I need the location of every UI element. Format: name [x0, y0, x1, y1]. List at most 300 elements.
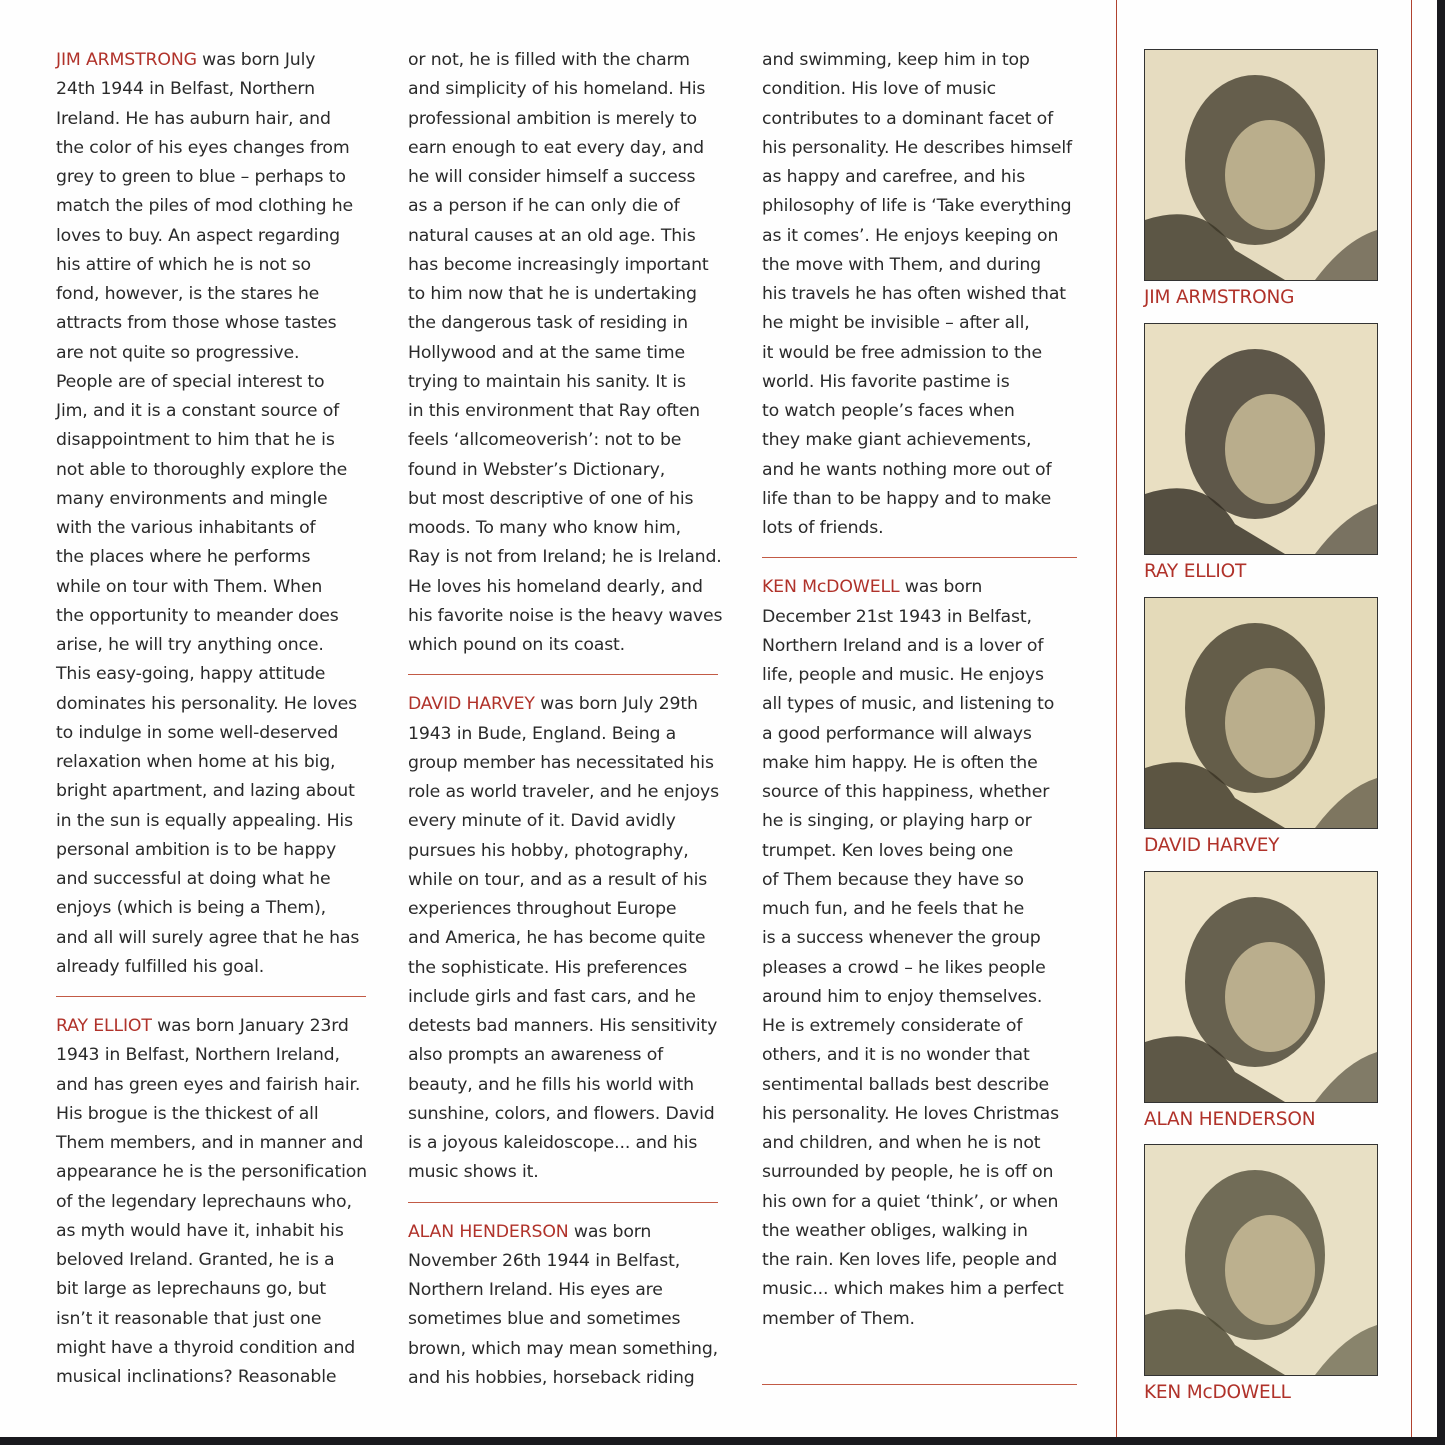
line-text: arise, he will try anything once.: [56, 635, 324, 655]
line-text: or not, he is filled with the charm: [408, 50, 690, 70]
line-text: and simplicity of his homeland. His: [408, 79, 706, 100]
text-line: [408, 1276, 718, 1305]
text-line: [762, 1012, 1077, 1041]
portrait-card: [1144, 323, 1378, 582]
text-line: [762, 280, 1077, 309]
bio-paragraph: [762, 573, 1077, 1334]
line-text: he might be invisible – after all,: [762, 313, 1030, 334]
line-text: with the various inhabitants of: [56, 518, 316, 538]
line-text: while on tour, and as a result of his: [408, 869, 708, 890]
line-text: but most descriptive of one of his: [408, 488, 694, 509]
text-line: [762, 105, 1077, 134]
line-text: fond, however, is the stares he: [56, 284, 320, 304]
text-line: [56, 105, 366, 134]
text-line: [408, 573, 718, 602]
text-line: [56, 426, 366, 455]
text-line: [56, 1305, 366, 1334]
text-line: [56, 836, 366, 865]
text-line: [56, 1217, 366, 1246]
text-line: [56, 690, 366, 719]
line-text: is a joyous kaleidoscope... and his: [408, 1133, 698, 1153]
line-text: his personality. He loves Christmas: [762, 1103, 1059, 1124]
portrait-photo: [1144, 597, 1378, 829]
text-line: [408, 46, 718, 75]
line-text: natural causes at an old age. This: [408, 225, 696, 246]
section-divider: [56, 996, 366, 997]
text-line: [762, 134, 1077, 163]
line-text: make him happy. He is often the: [762, 752, 1038, 773]
line-text: His brogue is the thickest of all: [56, 1103, 319, 1124]
text-line: [408, 720, 718, 749]
line-text: was born: [568, 1221, 652, 1242]
line-text: his personality. He describes himself: [762, 137, 1072, 158]
text-column-3: [762, 46, 1077, 1400]
text-line: [408, 75, 718, 104]
line-text: December 21st 1943 in Belfast,: [762, 606, 1032, 627]
text-line: [56, 1246, 366, 1275]
line-text: and America, he has become quite: [408, 928, 706, 949]
text-line: [408, 924, 718, 953]
line-text: lots of friends.: [762, 518, 884, 538]
portrait-caption: JIM ARMSTRONG: [1144, 287, 1295, 308]
bio-paragraph: [408, 46, 723, 660]
line-text: relaxation when home at his big,: [56, 752, 336, 772]
text-line: [762, 1158, 1077, 1187]
text-column-1: [56, 46, 366, 1392]
text-line: [762, 251, 1077, 280]
text-line: [762, 75, 1077, 104]
text-line: [408, 1129, 718, 1158]
line-text: life than to be happy and to make: [762, 488, 1052, 509]
line-text: contributes to a dominant facet of: [762, 108, 1054, 129]
section-divider: [762, 557, 1077, 558]
line-text: Northern Ireland and is a lover of: [762, 635, 1044, 656]
line-text: sometimes blue and sometimes: [408, 1309, 681, 1330]
text-line: [762, 368, 1077, 397]
line-text: his own for a quiet ‘think’, or when: [762, 1191, 1059, 1212]
line-text: while on tour with Them. When: [56, 576, 323, 597]
text-line: [56, 397, 366, 426]
text-line: [408, 280, 718, 309]
text-line: [762, 1305, 1077, 1334]
text-line: [56, 573, 366, 602]
text-line: [762, 778, 1077, 807]
text-line: [762, 690, 1077, 719]
text-line: [408, 192, 718, 221]
line-text: also prompts an awareness of: [408, 1045, 664, 1066]
line-text: personal ambition is to be happy: [56, 839, 337, 860]
text-line: [408, 1100, 718, 1129]
line-text: the color of his eyes changes from: [56, 137, 350, 158]
line-text: beauty, and he fills his world with: [408, 1074, 694, 1095]
line-text: in the sun is equally appealing. His: [56, 810, 353, 831]
section-divider: [408, 674, 718, 675]
text-line: [56, 660, 366, 689]
portrait-caption: ALAN HENDERSON: [1144, 1109, 1316, 1130]
line-text: and he wants nothing more out of: [762, 459, 1052, 480]
text-line: [408, 339, 718, 368]
text-line: [56, 1129, 366, 1158]
line-text: and has green eyes and fairish hair.: [56, 1074, 361, 1095]
text-line: [408, 983, 718, 1012]
line-text: in this environment that Ray often: [408, 401, 700, 421]
line-text: which pound on its coast.: [408, 635, 626, 655]
text-line: [56, 1041, 366, 1070]
text-line: [56, 339, 366, 368]
text-line: [762, 837, 1077, 866]
line-text: pursues his hobby, photography,: [408, 840, 689, 861]
text-line: [56, 1012, 366, 1041]
text-line: [408, 602, 723, 631]
line-text: and all will surely agree that he has: [56, 927, 360, 948]
line-text: he is singing, or playing harp or: [762, 811, 1032, 832]
line-text: many environments and mingle: [56, 488, 328, 509]
text-line: [56, 309, 366, 338]
text-line: [408, 1218, 718, 1247]
line-text: Hollywood and at the same time: [408, 342, 685, 363]
text-line: [408, 105, 718, 134]
text-line: [56, 1158, 366, 1187]
portrait-photo: [1144, 1144, 1378, 1376]
line-text: philosophy of life is ‘Take everything: [762, 196, 1072, 217]
text-line: [56, 953, 366, 982]
text-line: [408, 309, 718, 338]
text-line: [762, 1041, 1077, 1070]
text-line: [56, 192, 366, 221]
line-text: and swimming, keep him in top: [762, 50, 1030, 70]
text-line: [762, 192, 1077, 221]
text-line: [408, 456, 718, 485]
text-line: [56, 134, 366, 163]
text-line: [56, 631, 366, 660]
text-line: [762, 1217, 1077, 1246]
line-text: the sophisticate. His preferences: [408, 957, 688, 978]
line-text: musical inclinations? Reasonable: [56, 1367, 337, 1387]
text-line: [408, 895, 718, 924]
text-line: [762, 983, 1077, 1012]
line-text: every minute of it. David avidly: [408, 811, 676, 832]
text-line: [762, 1129, 1077, 1158]
text-line: [408, 426, 718, 455]
text-line: [408, 1364, 718, 1393]
line-text: was born: [899, 577, 983, 598]
line-text: match the piles of mod clothing he: [56, 196, 354, 217]
text-line: [762, 456, 1077, 485]
member-name: DAVID HARVEY: [408, 694, 535, 715]
line-text: life, people and music. He enjoys: [762, 665, 1044, 685]
text-line: [408, 1041, 718, 1070]
portrait-caption: KEN McDOWELL: [1144, 1382, 1291, 1403]
line-text: to him now that he is undertaking: [408, 284, 697, 304]
text-line: [56, 1363, 366, 1392]
text-line: [762, 46, 1077, 75]
line-text: his favorite noise is the heavy waves: [408, 605, 723, 626]
sidebar-left-border: [1116, 0, 1117, 1437]
bio-paragraph: [408, 1218, 718, 1394]
line-text: has become increasingly important: [408, 254, 709, 275]
text-line: [762, 163, 1077, 192]
portrait-card: [1144, 597, 1378, 856]
text-line: [56, 602, 366, 631]
line-text: he will consider himself a success: [408, 167, 696, 187]
text-line: [56, 719, 366, 748]
text-line: [408, 1247, 718, 1276]
line-text: others, and it is no wonder that: [762, 1045, 1030, 1066]
text-line: [408, 485, 718, 514]
line-text: much fun, and he feels that he: [762, 899, 1025, 919]
member-name: ALAN HENDERSON: [408, 1221, 569, 1242]
line-text: Ireland. He has auburn hair, and: [56, 108, 331, 129]
line-text: People are of special interest to: [56, 371, 325, 392]
line-text: brown, which may mean something,: [408, 1338, 719, 1359]
line-text: professional ambition is merely to: [408, 108, 697, 129]
section-divider: [408, 1202, 718, 1203]
text-line: [408, 749, 718, 778]
text-line: [408, 222, 718, 251]
line-text: bright apartment, and lazing about: [56, 781, 355, 802]
line-text: music shows it.: [408, 1162, 539, 1183]
portrait-card: [1144, 871, 1378, 1130]
line-text: surrounded by people, he is off on: [762, 1162, 1054, 1183]
text-line: [56, 865, 366, 894]
line-text: bit large as leprechauns go, but: [56, 1279, 327, 1300]
line-text: are not quite so progressive.: [56, 342, 300, 363]
line-text: the rain. Ken loves life, people and: [762, 1250, 1058, 1270]
line-text: earn enough to eat every day, and: [408, 137, 704, 158]
text-line: [762, 309, 1077, 338]
line-text: was born July: [196, 50, 316, 70]
text-line: [762, 1100, 1077, 1129]
text-line: [56, 485, 366, 514]
text-line: [762, 1275, 1077, 1304]
member-name: KEN McDOWELL: [762, 577, 900, 598]
line-text: to watch people’s faces when: [762, 401, 1015, 421]
text-line: [56, 163, 366, 192]
text-line: [56, 75, 366, 104]
line-text: enjoys (which is being a Them),: [56, 898, 327, 919]
line-text: Northern Ireland. His eyes are: [408, 1280, 663, 1300]
text-line: [408, 514, 718, 543]
text-line: [762, 485, 1077, 514]
text-line: [56, 456, 366, 485]
line-text: not able to thoroughly explore the: [56, 459, 348, 480]
line-text: moods. To many who know him,: [408, 518, 681, 538]
text-line: [762, 924, 1077, 953]
text-line: [56, 807, 366, 836]
line-text: as a person if he can only die of: [408, 196, 680, 217]
text-line: [762, 895, 1077, 924]
sidebar-right-border: [1411, 0, 1412, 1437]
line-text: a good performance will always: [762, 723, 1032, 744]
line-text: it would be free admission to the: [762, 342, 1042, 363]
text-line: [762, 426, 1077, 455]
line-text: might have a thyroid condition and: [56, 1337, 356, 1358]
line-text: He loves his homeland dearly, and: [408, 576, 703, 597]
line-text: the places where he performs: [56, 547, 311, 568]
text-line: [408, 837, 718, 866]
text-line: [56, 46, 366, 75]
bio-paragraph: [56, 1012, 366, 1392]
text-line: [408, 1335, 718, 1364]
text-line: [56, 514, 366, 543]
text-line: [56, 222, 366, 251]
line-text: source of this happiness, whether: [762, 782, 1050, 802]
text-line: [56, 1334, 366, 1363]
line-text: is a success whenever the group: [762, 928, 1041, 949]
portrait-caption: RAY ELLIOT: [1144, 561, 1247, 582]
line-text: Them members, and in manner and: [56, 1133, 364, 1153]
text-line: [762, 866, 1077, 895]
line-text: isn’t it reasonable that just one: [56, 1308, 322, 1329]
text-line: [408, 866, 718, 895]
text-line: [762, 573, 1077, 602]
text-line: [56, 777, 366, 806]
portrait-card: [1144, 49, 1378, 308]
text-line: [762, 603, 1077, 632]
text-line: [762, 222, 1077, 251]
line-text: world. His favorite pastime is: [762, 371, 1010, 392]
text-line: [408, 1012, 718, 1041]
member-name: JIM ARMSTRONG: [56, 50, 197, 70]
text-line: [762, 1246, 1077, 1275]
portrait-photo: [1144, 49, 1378, 281]
line-text: to indulge in some well-deserved: [56, 722, 339, 743]
line-text: the dangerous task of residing in: [408, 313, 688, 334]
text-line: [408, 163, 718, 192]
portrait-photo: [1144, 871, 1378, 1103]
line-text: loves to buy. An aspect regarding: [56, 225, 340, 246]
line-text: feels ‘allcomeoverish’: not to be: [408, 430, 682, 451]
line-text: and successful at doing what he: [56, 869, 331, 889]
text-line: [56, 1188, 366, 1217]
line-text: beloved Ireland. Granted, he is a: [56, 1250, 335, 1270]
text-line: [408, 368, 718, 397]
line-text: experiences throughout Europe: [408, 899, 677, 919]
line-text: disappointment to him that he is: [56, 430, 335, 451]
line-text: the move with Them, and during: [762, 254, 1041, 275]
text-line: [408, 1305, 718, 1334]
text-line: [762, 954, 1077, 983]
text-line: [56, 251, 366, 280]
line-text: was born January 23rd: [151, 1016, 349, 1036]
line-text: his attire of which he is not so: [56, 254, 311, 275]
line-text: and children, and when he is not: [762, 1133, 1041, 1153]
portrait-card: [1144, 1144, 1378, 1403]
line-text: attracts from those whose tastes: [56, 313, 337, 334]
text-line: [56, 368, 366, 397]
line-text: sentimental ballads best describe: [762, 1074, 1050, 1095]
text-line: [762, 720, 1077, 749]
line-text: as happy and carefree, and his: [762, 167, 1026, 187]
text-line: [56, 924, 366, 953]
line-text: music... which makes him a perfect: [762, 1279, 1064, 1300]
text-line: [408, 251, 718, 280]
line-text: was born July 29th: [534, 694, 698, 715]
line-text: they make giant achievements,: [762, 430, 1032, 451]
line-text: of the legendary leprechauns who,: [56, 1191, 352, 1212]
line-text: role as world traveler, and he enjoys: [408, 782, 719, 802]
text-line: [408, 631, 718, 660]
text-line: [408, 543, 722, 572]
line-text: This easy-going, happy attitude: [56, 664, 326, 685]
text-line: [762, 339, 1077, 368]
text-line: [762, 1188, 1077, 1217]
text-column-2: [408, 46, 723, 1393]
line-text: appearance he is the personification: [56, 1162, 367, 1183]
line-text: detests bad manners. His sensitivity: [408, 1016, 718, 1036]
text-line: [408, 954, 718, 983]
line-text: member of Them.: [762, 1308, 915, 1329]
line-text: 1943 in Bude, England. Being a: [408, 723, 677, 744]
bio-paragraph: [762, 46, 1077, 543]
line-text: found in Webster’s Dictionary,: [408, 459, 666, 480]
line-text: pleases a crowd – he likes people: [762, 957, 1046, 978]
text-line: [762, 1071, 1077, 1100]
member-name: RAY ELLIOT: [56, 1016, 152, 1036]
line-text: around him to enjoy themselves.: [762, 986, 1043, 1007]
text-line: [56, 748, 366, 777]
line-text: the opportunity to meander does: [56, 605, 339, 626]
line-text: trumpet. Ken loves being one: [762, 840, 1014, 861]
line-text: as it comes’. He enjoys keeping on: [762, 225, 1059, 246]
line-text: of Them because they have so: [762, 869, 1024, 890]
text-line: [408, 807, 718, 836]
text-line: [762, 807, 1077, 836]
line-text: and his hobbies, horseback riding: [408, 1367, 695, 1388]
bio-paragraph: [56, 46, 366, 982]
text-line: [56, 1100, 366, 1129]
text-line: [762, 632, 1077, 661]
text-line: [408, 690, 718, 719]
line-text: grey to green to blue – perhaps to: [56, 167, 346, 187]
text-line: [56, 543, 366, 572]
line-text: trying to maintain his sanity. It is: [408, 371, 686, 392]
text-line: [762, 661, 1077, 690]
line-text: Ray is not from Ireland; he is Ireland.: [408, 547, 722, 568]
text-line: [56, 1275, 366, 1304]
line-text: as myth would have it, inhabit his: [56, 1220, 344, 1241]
line-text: condition. His love of music: [762, 79, 996, 100]
text-line: [762, 514, 1077, 543]
text-line: [408, 397, 718, 426]
bio-paragraph: [408, 690, 718, 1187]
text-line: [408, 1071, 718, 1100]
text-line: [56, 1071, 366, 1100]
text-line: [56, 280, 366, 309]
text-line: [762, 749, 1077, 778]
line-text: his travels he has often wished that: [762, 284, 1066, 304]
line-text: 24th 1944 in Belfast, Northern: [56, 79, 315, 100]
portrait-caption: DAVID HARVEY: [1144, 835, 1280, 856]
line-text: dominates his personality. He loves: [56, 693, 357, 714]
line-text: November 26th 1944 in Belfast,: [408, 1250, 681, 1271]
text-line: [408, 1158, 718, 1187]
portrait-photo: [1144, 323, 1378, 555]
line-text: include girls and fast cars, and he: [408, 986, 696, 1007]
line-text: the weather obliges, walking in: [762, 1220, 1028, 1241]
line-text: already fulfilled his goal.: [56, 956, 265, 977]
line-text: all types of music, and listening to: [762, 694, 1055, 715]
line-text: group member has necessitated his: [408, 752, 714, 773]
text-line: [408, 778, 718, 807]
line-text: 1943 in Belfast, Northern Ireland,: [56, 1045, 340, 1066]
line-text: sunshine, colors, and flowers. David: [408, 1103, 715, 1124]
line-text: He is extremely considerate of: [762, 1016, 1023, 1036]
text-line: [408, 134, 718, 163]
section-divider: [762, 1384, 1077, 1385]
line-text: Jim, and it is a constant source of: [56, 401, 340, 421]
text-line: [56, 894, 366, 923]
